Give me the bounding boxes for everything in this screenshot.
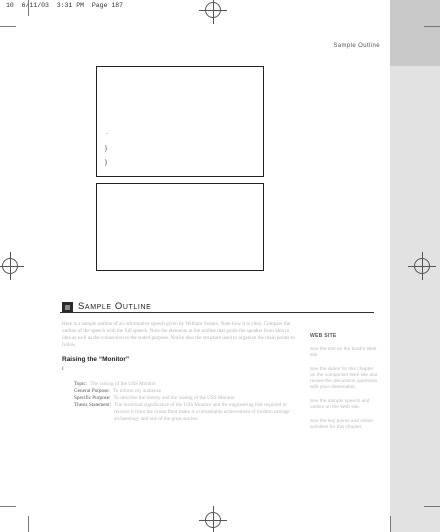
website-item: See the text on the book's Web site.	[310, 347, 377, 358]
outline-label: Specific Purpose:	[74, 395, 111, 401]
website-sidebar	[310, 333, 378, 436]
outline-value: To inform my audience	[112, 388, 162, 394]
outline-topic	[62, 381, 302, 388]
trim-mark	[0, 26, 16, 27]
section-divider	[60, 312, 374, 313]
print-header	[6, 2, 123, 9]
outline-general-purpose	[62, 388, 302, 395]
speech-title: Raising the “Monitor”	[62, 356, 130, 363]
outline-thesis	[62, 402, 302, 423]
print-header-time: 3:31 PM	[56, 2, 85, 9]
outline-value: The historical significance of the USS Monitor and the engineering feat required to recover it from the ocean floor make it a remarkable achievement of modern salvage archaeology and one of the great stories.	[114, 402, 290, 422]
image-frame-top	[96, 66, 264, 177]
outline-label: General Purpose:	[74, 388, 110, 394]
outline-value: To describe the history and the raising of the USS Monitor	[113, 395, 235, 401]
frame-mark: }	[105, 146, 108, 152]
outline-label: Thesis Statement:	[74, 402, 112, 408]
trim-mark	[28, 0, 29, 16]
outline-block	[62, 381, 302, 423]
outline-value: The raising of the USS Monitor	[90, 381, 157, 387]
website-item: See the slides for this chapter on the companion Web site and review the discussion questions with your classmates.	[310, 367, 378, 390]
section-title: Sample Outline	[78, 301, 152, 312]
running-head: Sample Outline	[333, 43, 380, 49]
outline-specific-purpose	[62, 395, 302, 402]
sidebar-tab	[390, 0, 440, 66]
print-header-page: Page 187	[91, 2, 124, 9]
trim-mark	[28, 516, 29, 532]
trim-mark	[424, 506, 440, 507]
print-header-date: 6/11/03	[21, 2, 49, 9]
website-label: WEB SITE	[310, 333, 337, 339]
image-frame-bottom	[96, 183, 264, 271]
intro-paragraph: Here is a sample outline of an informative speech given by William Verano. Note how it is clear. Compare the outline of the speech with the full speech. Note the elements in the outline that guide the speaker from idea to idea as well as the connection to the stated purpose. Notice also the structure used to organize the main points to follow.	[62, 321, 295, 348]
website-item: See the sample speech and outline on the Web site.	[310, 399, 370, 410]
website-item: See the key points and online activities for this chapter.	[310, 419, 373, 430]
frame-mark: }	[105, 160, 108, 166]
frame-mark: ·	[106, 131, 108, 137]
trim-mark	[390, 516, 391, 532]
outline-label: Topic:	[74, 381, 88, 387]
roman-numeral: I	[62, 366, 64, 372]
trim-mark	[424, 26, 440, 27]
print-header-left: 10	[6, 2, 14, 9]
trim-mark	[0, 506, 16, 507]
